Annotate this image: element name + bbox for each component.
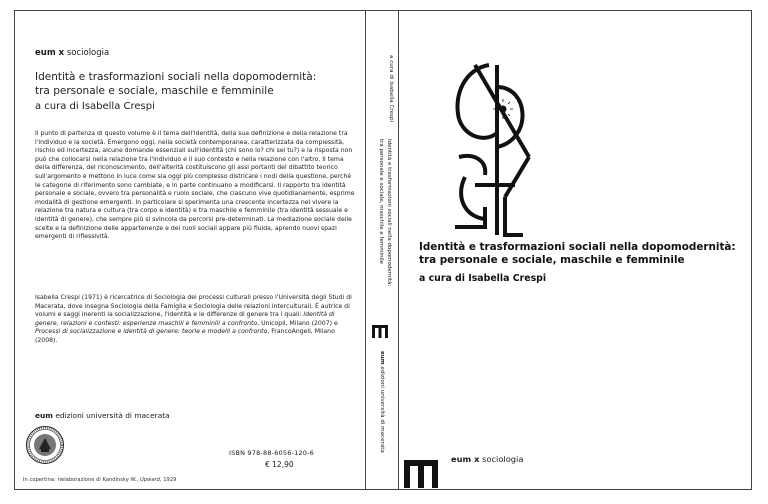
back-publisher — [35, 411, 170, 420]
bio-book2: Processi di socializzazione e identità di genere: teorie e modelli a confronto — [35, 328, 268, 336]
front-cover — [398, 10, 752, 490]
back-cover — [14, 10, 366, 490]
back-publisher-name: edizioni università di macerata — [52, 411, 170, 420]
spine-title-line1: Identità e trasformazioni sociali nella dopomodernità: — [386, 139, 392, 287]
credit-work: Upward — [139, 477, 160, 483]
university-seal-icon — [25, 425, 65, 465]
front-editor: a cura di Isabella Crespi — [419, 273, 547, 284]
price: € 12,90 — [265, 460, 294, 469]
author-bio — [35, 294, 355, 346]
spine-editor: a cura di Isabella Crespi — [388, 55, 394, 123]
front-title-line2: tra personale e sociale, maschile e femminile — [419, 254, 685, 266]
front-series-brand: eum x — [451, 454, 480, 464]
isbn: ISBN 978-88-6056-120-6 — [229, 449, 314, 457]
bio-intro: Isabella Crespi (1971) è ricercatrice di Sociologia dei processi culturali presso l'Università degli Studi di Macerata, dove insegna Sociologia della Famiglia e Sociologia delle relazioni interculturali. È autrice di volumi e saggi inerenti la socializzazione, l'identità e le differenze di genere tra i quali: — [35, 294, 352, 319]
eum-front-logo-icon — [403, 457, 439, 489]
bio-end: , FrancoAngeli, Milano (2008). — [35, 328, 335, 344]
spine-publisher-name: edizioni università di macerata — [379, 364, 385, 453]
back-title — [35, 71, 355, 98]
back-series-label — [35, 48, 109, 58]
spine-publisher — [375, 351, 385, 491]
back-editor: a cura di Isabella Crespi — [35, 101, 155, 112]
front-series-name: sociologia — [479, 454, 524, 464]
front-title-line1: Identità e trasformazioni sociali nella dopomodernità: — [419, 241, 736, 253]
back-series-brand: eum x — [35, 48, 65, 58]
back-title-line2: tra personale e sociale, maschile e femminile — [35, 84, 274, 97]
back-title-line1: Identità e trasformazioni sociali nella dopomodernità: — [35, 71, 317, 83]
front-series-label — [451, 454, 523, 464]
book-spine — [366, 10, 398, 490]
eum-logo-icon — [371, 323, 389, 339]
bio-mid: , Unicopli, Milano (2007) e — [257, 319, 338, 327]
spine-title — [372, 139, 392, 314]
bio-book1: Identità di genere, relazioni e contesti: esperienze maschili e femminili a confronto — [35, 311, 335, 327]
credit-prefix: In copertina: rielaborazione di Kandinsky W., — [23, 477, 140, 483]
back-abstract: Il punto di partenza di questo volume è il tema dell'identità, della sua definizione e della relazione tra l'individuo e la società. Emergono oggi, nella società contemporanea, caratterizzata da complessità, rischio ed incertezza, alcune domande essenziali sull'identità (chi sono io? chi sei tu?) e la risposta non può che collocarsi nella relazione tra l'individuo e il suo contesto e nella relazione con l'altro. Il tema della differenza, del riconoscimento, dell'alterità costituiscono gli assi portanti del dibattito teorico sull'argomento e mettono in luce come sia oggi più complesso districare i nodi della questione, perché le categorie di riferimento sono cambiate, e in parte continuano a modificarsi. Il rapporto tra identità personale e sociale, ovvero tra personalità e ruolo sociale, che ciascuno vive quotidianamente, esprime modalità di gestione emergenti. In particolare si sperimenta una crescente incertezza nel vivere la relazione tra natura e cultura (tra corpo e identità) e tra maschile e femminile (tra identità sessuale e identità di genere), che sempre più si svincola da percorsi pre-determinati. La mediazione sociale delle scelte e la definizione delle appartenenze e dei ruoli sociali appare più fluida, aprendo nuovi spazi emergenti di riflessività. — [35, 130, 355, 241]
credit-year: , 1929 — [159, 477, 177, 483]
front-title — [419, 241, 749, 267]
spine-publisher-brand: eum — [379, 351, 385, 365]
cover-credit — [23, 477, 176, 483]
back-publisher-brand: eum — [35, 411, 53, 420]
kandinsky-artwork-icon — [445, 57, 535, 247]
spine-title-line2: tra personale e sociale, maschile e femminile — [378, 139, 385, 265]
back-series-name: sociologia — [64, 48, 110, 58]
